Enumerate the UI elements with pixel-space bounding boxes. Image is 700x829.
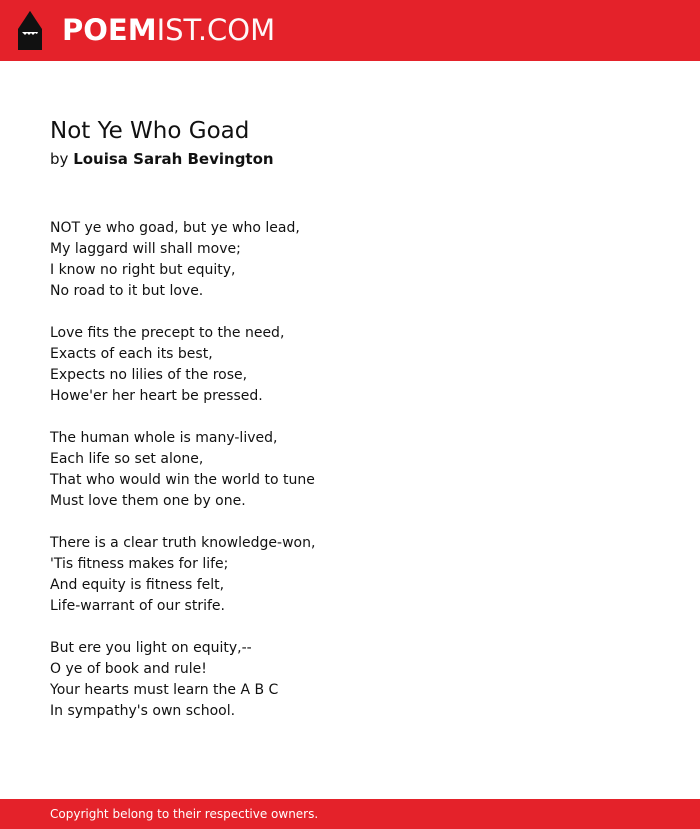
poem-line: In sympathy's own school. xyxy=(50,703,236,719)
poem-line: No road to it but love. xyxy=(50,283,204,299)
poem-line: Each life so set alone, xyxy=(50,451,204,467)
stanza xyxy=(50,428,470,512)
logo-bold-text: POEM xyxy=(62,13,157,47)
site-header xyxy=(0,0,700,61)
poem-line: I know no right but equity, xyxy=(50,262,236,278)
poem-body xyxy=(50,218,470,743)
poem-line: But ere you light on equity,-- xyxy=(50,640,252,656)
poem-line: Howe'er her heart be pressed. xyxy=(50,388,263,404)
poem-author: Louisa Sarah Bevington xyxy=(73,150,274,168)
site-footer xyxy=(0,799,700,829)
stanza xyxy=(50,638,470,722)
poem-line: Love fits the precept to the need, xyxy=(50,325,285,341)
poem-line: Expects no lilies of the rose, xyxy=(50,367,248,383)
poem-title: Not Ye Who Goad xyxy=(50,118,250,144)
poem-line: 'Tis fitness makes for life; xyxy=(50,556,229,572)
site-logo[interactable] xyxy=(62,12,275,48)
stanza xyxy=(50,218,470,302)
poem-line: That who would win the world to tune xyxy=(50,472,315,488)
poem-line: My laggard will shall move; xyxy=(50,241,241,257)
poem-line: Exacts of each its best, xyxy=(50,346,213,362)
poem-line: Your hearts must learn the A B C xyxy=(50,682,279,698)
poem-byline xyxy=(50,148,274,170)
poem-line: Life-warrant of our strife. xyxy=(50,598,225,614)
byline-prefix: by xyxy=(50,150,69,168)
copyright-text: Copyright belong to their respective owners. xyxy=(50,807,319,821)
poem-line: O ye of book and rule! xyxy=(50,661,207,677)
poem-line: Must love them one by one. xyxy=(50,493,246,509)
poem-line: The human whole is many-lived, xyxy=(50,430,278,446)
logo-light-text: IST.COM xyxy=(156,13,276,47)
poem-line: NOT ye who goad, but ye who lead, xyxy=(50,220,300,236)
stanza xyxy=(50,323,470,407)
pencil-tip-icon[interactable] xyxy=(16,10,44,52)
poem-line: And equity is fitness felt, xyxy=(50,577,225,593)
poem-line: There is a clear truth knowledge-won, xyxy=(50,535,316,551)
stanza xyxy=(50,533,470,617)
